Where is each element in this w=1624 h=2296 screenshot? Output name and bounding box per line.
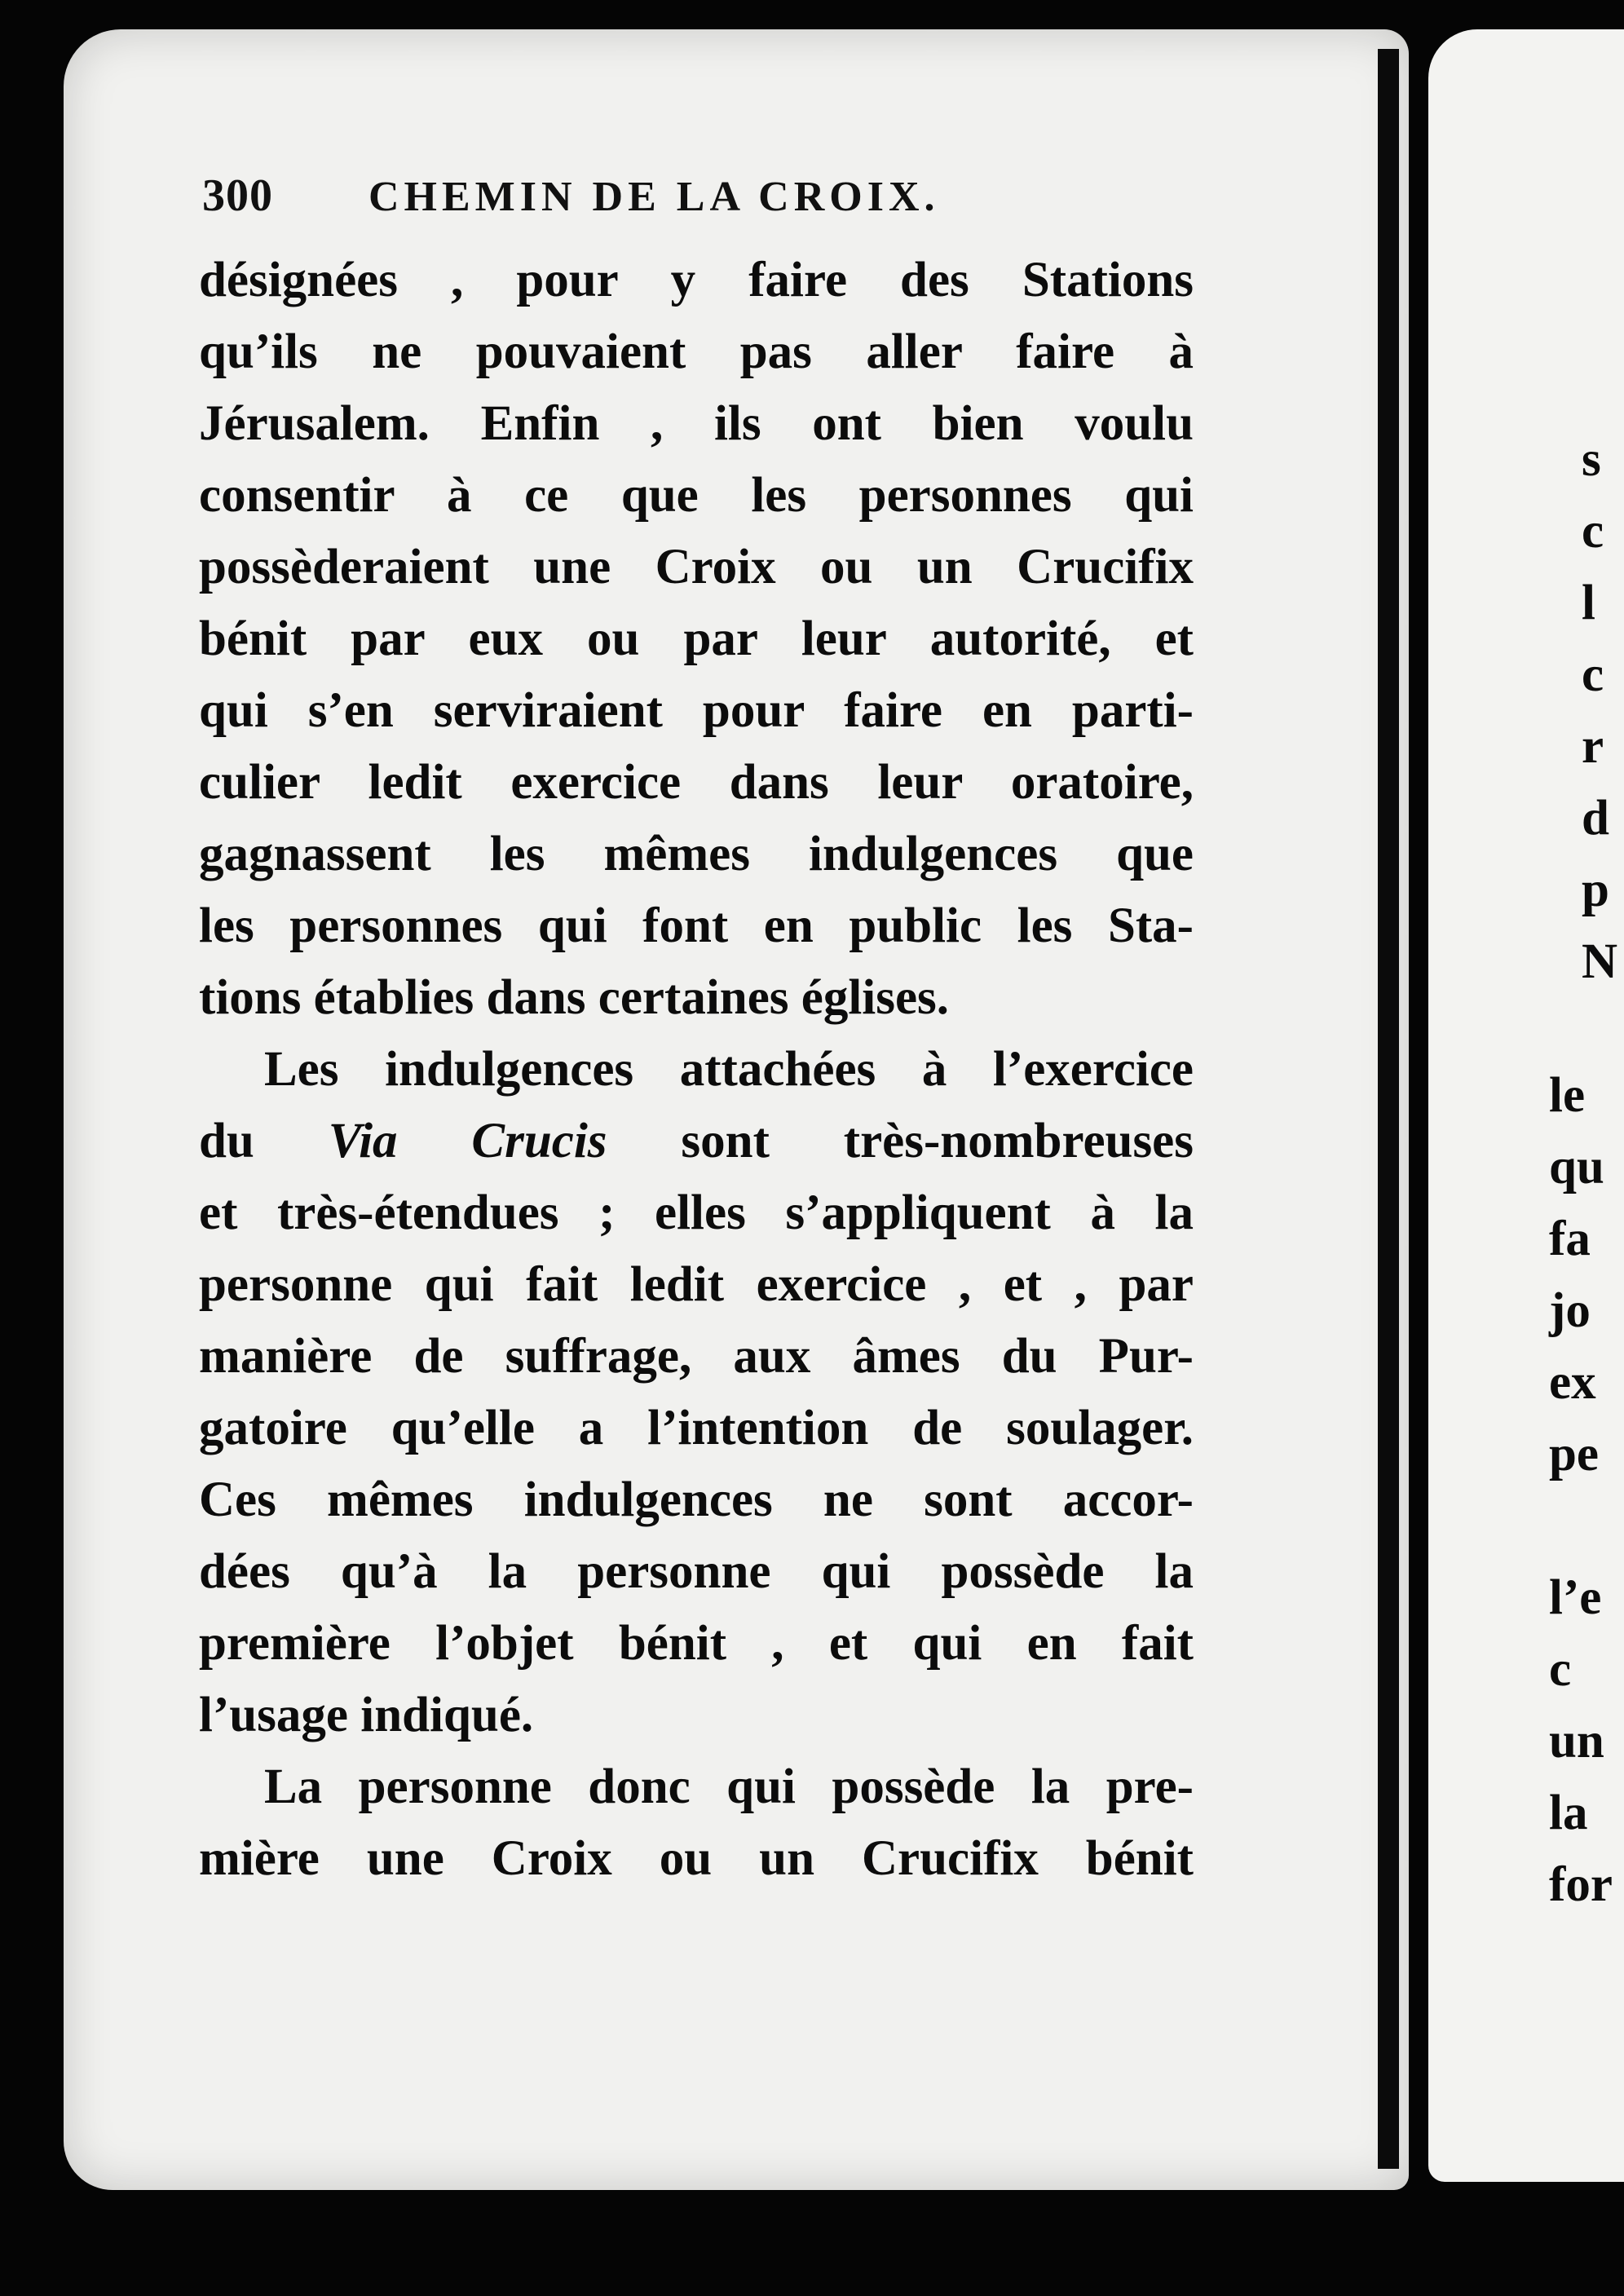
facing-fragment: c: [1549, 1642, 1572, 1697]
text-line: les personnes qui font en public les Sta-: [199, 899, 1194, 953]
page-title: CHEMIN DE LA CROIX.: [368, 174, 940, 220]
facing-fragment: r: [1582, 719, 1604, 774]
text-line: l’usage indiqué.: [199, 1688, 534, 1742]
text-line: et très-étendues ; elles s’appliquent à la: [199, 1186, 1194, 1240]
facing-page-fragments: [1549, 1060, 1622, 1921]
facing-fragment: N: [1582, 934, 1618, 989]
text-line: première l’objet bénit , et qui en fait: [199, 1616, 1194, 1671]
facing-fragment: la: [1549, 1786, 1588, 1840]
book-gutter: [1378, 49, 1399, 2169]
facing-fragment: ex: [1549, 1355, 1596, 1410]
facing-fragment: fa: [1549, 1212, 1591, 1266]
page-number: 300: [202, 170, 273, 221]
text-line: tions établies dans certaines églises.: [199, 970, 950, 1025]
text-line: Jérusalem. Enfin , ils ont bien voulu: [199, 396, 1194, 451]
facing-fragment: p: [1582, 863, 1609, 917]
facing-fragment: jo: [1549, 1283, 1591, 1338]
italic-via-crucis: Via Crucis: [328, 1114, 607, 1168]
text-line: gagnassent les mêmes indulgences que: [199, 827, 1194, 881]
text-line: personne qui fait ledit exercice , et , par: [199, 1257, 1194, 1312]
facing-fragment: c: [1582, 504, 1604, 559]
facing-fragment: c: [1582, 647, 1604, 702]
text-line: bénit par eux ou par leur autorité, et: [199, 612, 1194, 666]
facing-fragment: qu: [1549, 1140, 1604, 1194]
text-fragment: du: [199, 1114, 254, 1168]
text-line: mière une Croix ou un Crucifix bénit: [199, 1831, 1194, 1886]
body-text: [199, 245, 1194, 1895]
facing-fragment: l’e: [1549, 1570, 1602, 1625]
text-line: qui s’en serviraient pour faire en parti-: [199, 683, 1194, 738]
text-line: Ces mêmes indulgences ne sont accor-: [199, 1473, 1194, 1527]
text-line: consentir à ce que les personnes qui: [199, 468, 1194, 523]
text-line: possèderaient une Croix ou un Crucifix: [199, 540, 1194, 594]
text-line: désignées , pour y faire des Stations: [199, 253, 1194, 307]
text-line: dées qu’à la personne qui possède la: [199, 1544, 1194, 1599]
facing-fragment: le: [1549, 1068, 1586, 1123]
facing-fragment: s: [1582, 432, 1601, 487]
paragraph-start-line: Les indulgences attachées à l’exercice: [264, 1042, 1194, 1097]
paragraph-start-line: La personne donc qui possède la pre-: [264, 1760, 1194, 1814]
text-line-via-crucis: [199, 1106, 1194, 1177]
facing-fragment: un: [1549, 1714, 1604, 1768]
text-line: manière de suffrage, aux âmes du Pur-: [199, 1329, 1194, 1384]
text-line: culier ledit exercice dans leur oratoire,: [199, 755, 1194, 810]
facing-fragment: l: [1582, 576, 1595, 630]
facing-page-top-fragments: [1582, 424, 1618, 998]
text-line: qu’ils ne pouvaient pas aller faire à: [199, 325, 1194, 379]
text-line: gatoire qu’elle a l’intention de soulager.: [199, 1401, 1194, 1455]
text-fragment: sont très-nombreuses: [681, 1114, 1194, 1168]
running-head: [202, 170, 1221, 235]
facing-fragment: d: [1582, 791, 1609, 846]
facing-fragment: for: [1549, 1857, 1613, 1912]
facing-fragment: [1549, 1490, 1622, 1562]
facing-fragment: pe: [1549, 1427, 1599, 1481]
